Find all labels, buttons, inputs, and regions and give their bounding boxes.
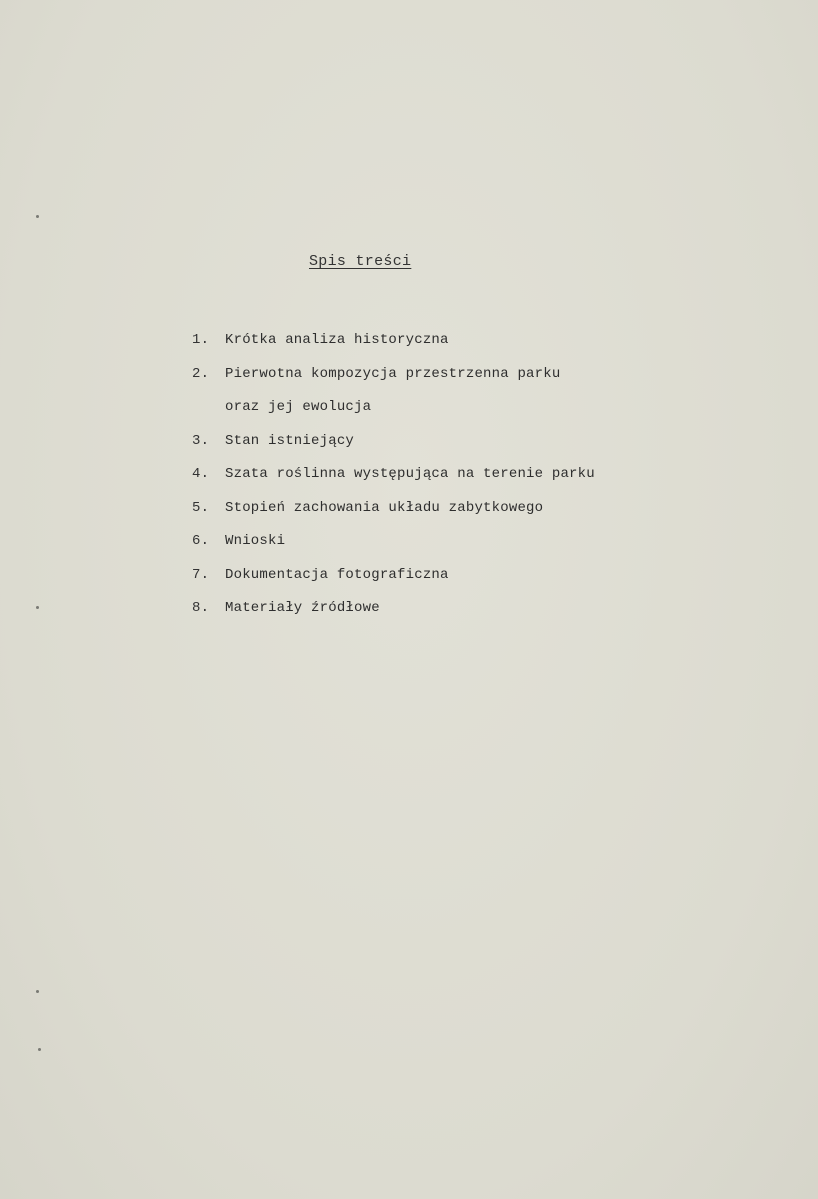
toc-item-7 [192,561,595,595]
table-of-contents [192,326,595,628]
toc-item-2 [192,360,595,394]
toc-text: oraz jej ewolucja [225,399,372,415]
toc-text: Krótka analiza historyczna [225,332,449,348]
toc-number: 4. [192,466,210,482]
toc-item-4 [192,460,595,494]
toc-item-2-continuation [192,393,595,427]
toc-number: 2. [192,365,210,382]
toc-number: 8. [192,600,210,616]
toc-item-3 [192,427,595,461]
toc-text: Stan istniejący [225,432,355,449]
paper-speck [36,215,39,218]
toc-number: 7. [192,566,210,583]
paper-speck [38,1048,41,1051]
toc-number: 5. [192,499,210,516]
toc-text: Pierwotna kompozycja przestrzenna parku [225,365,561,382]
toc-item-5 [192,494,595,528]
toc-number: 3. [192,432,210,449]
toc-text: Stopień zachowania układu zabytkowego [225,499,544,516]
toc-item-8 [192,594,595,628]
toc-number: 6. [192,533,210,549]
paper-speck [36,606,39,609]
page-title: Spis treści [309,253,412,270]
toc-text: Dokumentacja fotograficzna [225,566,449,583]
toc-text: Wnioski [225,533,286,549]
toc-number: 1. [192,332,210,348]
toc-item-6 [192,527,595,561]
toc-item-1 [192,326,595,360]
toc-text: Materiały źródłowe [225,600,380,616]
toc-text: Szata roślinna występująca na terenie parku [225,466,595,482]
paper-speck [36,990,39,993]
